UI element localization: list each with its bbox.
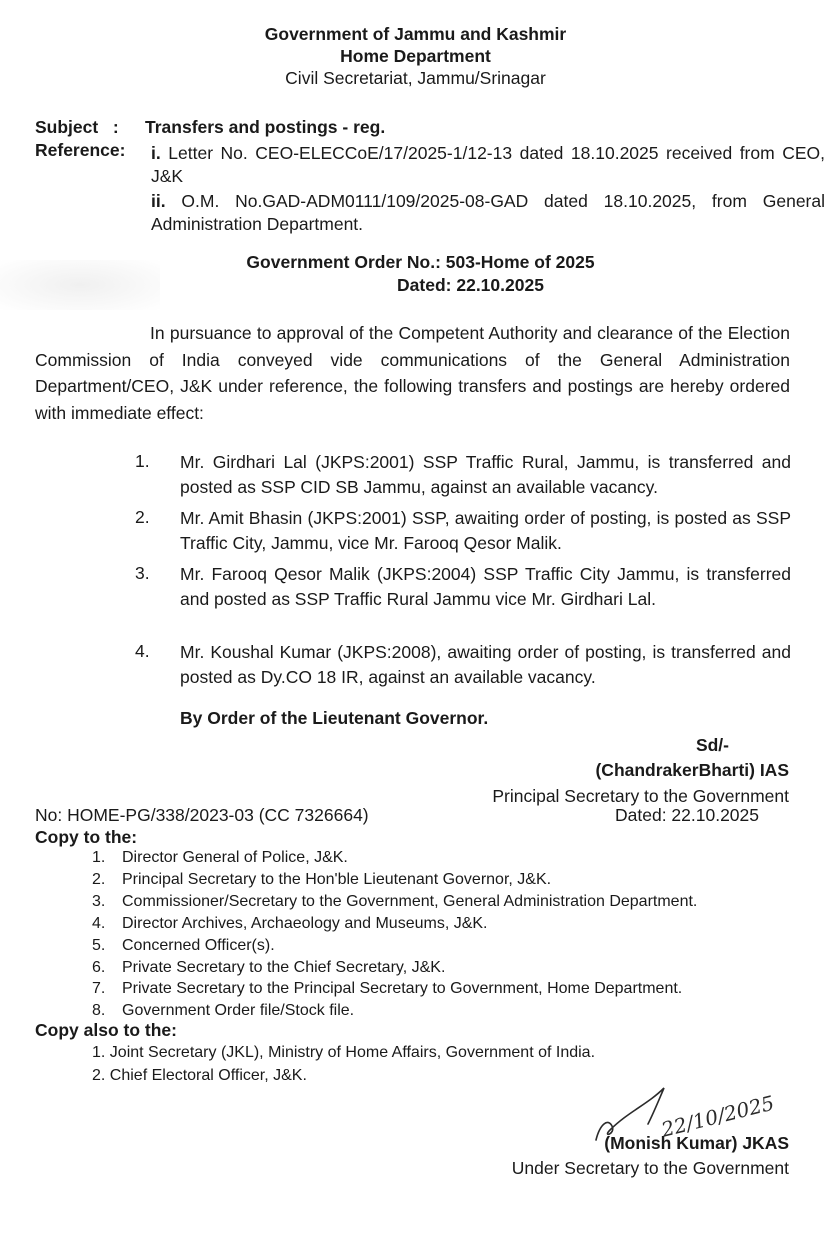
order-item-number: 2. bbox=[135, 507, 150, 527]
list-item-text: Concerned Officer(s). bbox=[122, 936, 275, 954]
reference-label: Reference: bbox=[35, 139, 126, 160]
handwritten-date: 22/10/2025 bbox=[658, 1090, 777, 1142]
order-item bbox=[135, 562, 791, 611]
order-item bbox=[135, 450, 791, 499]
list-item-number: 8. bbox=[92, 1002, 106, 1020]
reference-item bbox=[151, 190, 825, 236]
list-item-number: 2. bbox=[92, 870, 106, 888]
under-secretary-signature bbox=[512, 1131, 789, 1182]
list-item bbox=[92, 869, 697, 891]
issue-date: Dated: 22.10.2025 bbox=[615, 805, 760, 825]
order-item-number: 1. bbox=[135, 451, 150, 471]
list-item-text: Government Order file/Stock file. bbox=[122, 1002, 355, 1020]
list-item bbox=[92, 847, 697, 869]
reference-number: i. bbox=[151, 143, 161, 163]
list-item-text: Principal Secretary to the Hon'ble Lieutenant Governor, J&K. bbox=[122, 870, 552, 888]
list-item-number: 6. bbox=[92, 958, 106, 976]
reference-item bbox=[151, 142, 825, 188]
list-item-text: Director General of Police, J&K. bbox=[122, 849, 348, 866]
list-item: 1. Joint Secretary (JKL), Ministry of Home Affairs, Government of India. bbox=[92, 1044, 596, 1061]
reference-text: Letter No. CEO-ELECCoE/17/2025-1/12-13 dated 18.10.2025 received from CEO, J&K bbox=[151, 143, 825, 186]
intro-paragraph: In pursuance to approval of the Competent Authority and clearance of the Election Commission of India conveyed vide communications of the General Administration Department/CEO, J&K under reference, the following transfers and postings are hereby ordered with immediate effect: bbox=[35, 323, 790, 423]
order-item bbox=[135, 640, 791, 689]
order-heading bbox=[0, 251, 831, 297]
copy-also-title: Copy also to the: bbox=[35, 1020, 177, 1040]
list-item bbox=[92, 957, 697, 979]
principal-secretary-signature bbox=[492, 733, 789, 809]
list-item bbox=[92, 913, 697, 935]
list-item-text: Commissioner/Secretary to the Government, General Administration Department. bbox=[122, 892, 698, 910]
list-item bbox=[92, 935, 697, 957]
department-name: Home Department bbox=[340, 45, 491, 66]
government-name: Government of Jammu and Kashmir bbox=[264, 24, 567, 44]
subject-label: Subject bbox=[35, 117, 99, 137]
list-item-number: 7. bbox=[92, 980, 106, 998]
order-item-text: Mr. Farooq Qesor Malik (JKPS:2004) SSP Traffic City Jammu, is transferred and posted as SSP Traffic Rural Jammu vice Mr. Girdhari Lal. bbox=[180, 564, 791, 609]
office-address: Civil Secretariat, Jammu/Srinagar bbox=[285, 67, 546, 88]
list-item-text: Private Secretary to the Chief Secretary, J&K. bbox=[122, 958, 446, 976]
subject-line bbox=[35, 116, 795, 139]
order-item-text: Mr. Girdhari Lal (JKPS:2001) SSP Traffic Rural, Jammu, is transferred and posted as SSP CID SB Jammu, against an available vacancy. bbox=[180, 452, 791, 497]
copy-to-list bbox=[92, 847, 697, 1022]
list-item-number: 4. bbox=[92, 914, 106, 932]
order-item bbox=[135, 506, 791, 555]
subject-text: Transfers and postings - reg. bbox=[145, 117, 386, 137]
signatory-name: (Monish Kumar) JKAS bbox=[604, 1133, 789, 1153]
signatory-name: (ChandrakerBharti) IAS bbox=[595, 760, 789, 781]
order-item-number: 4. bbox=[135, 641, 150, 661]
signatory-designation: Under Secretary to the Government bbox=[511, 1158, 789, 1179]
letterhead bbox=[0, 24, 831, 90]
list-item-number: 5. bbox=[92, 936, 106, 954]
order-item-text: Mr. Koushal Kumar (JKPS:2008), awaiting order of posting, is transferred and posted as Dy.CO 18 IR, against an available vacancy. bbox=[180, 642, 791, 687]
list-item: 2. Chief Electoral Officer, J&K. bbox=[92, 1067, 307, 1085]
subject-separator: : bbox=[112, 117, 119, 137]
copy-also-list bbox=[92, 1041, 595, 1087]
signatory-designation: Principal Secretary to the Government bbox=[492, 785, 789, 806]
order-number: Government Order No.: 503-Home of 2025 bbox=[246, 252, 595, 272]
reference-number: ii. bbox=[151, 191, 166, 211]
list-item bbox=[92, 891, 697, 913]
copy-to-title: Copy to the: bbox=[35, 827, 138, 847]
list-item-text: Private Secretary to the Principal Secretary to Government, Home Department. bbox=[122, 980, 683, 998]
list-item bbox=[92, 1000, 697, 1022]
reference-text: O.M. No.GAD-ADM0111/109/2025-08-GAD dated 18.10.2025, from General Administration Department. bbox=[151, 191, 825, 234]
order-item-number: 3. bbox=[135, 563, 150, 583]
list-item bbox=[92, 978, 697, 1000]
list-item-text: Director Archives, Archaeology and Museums, J&K. bbox=[122, 914, 488, 932]
order-date: Dated: 22.10.2025 bbox=[397, 274, 544, 295]
list-item-number: 1. bbox=[92, 849, 106, 866]
subject-block bbox=[35, 116, 825, 234]
by-order-line: By Order of the Lieutenant Governor. bbox=[180, 708, 489, 728]
list-item-number: 3. bbox=[92, 892, 106, 910]
order-item-text: Mr. Amit Bhasin (JKPS:2001) SSP, awaiting order of posting, is posted as SSP Traffic City, Jammu, vice Mr. Farooq Qesor Malik. bbox=[180, 508, 791, 553]
signed-mark: Sd/- bbox=[695, 735, 729, 755]
file-number: No: HOME-PG/338/2023-03 (CC 7326664) bbox=[35, 805, 369, 825]
